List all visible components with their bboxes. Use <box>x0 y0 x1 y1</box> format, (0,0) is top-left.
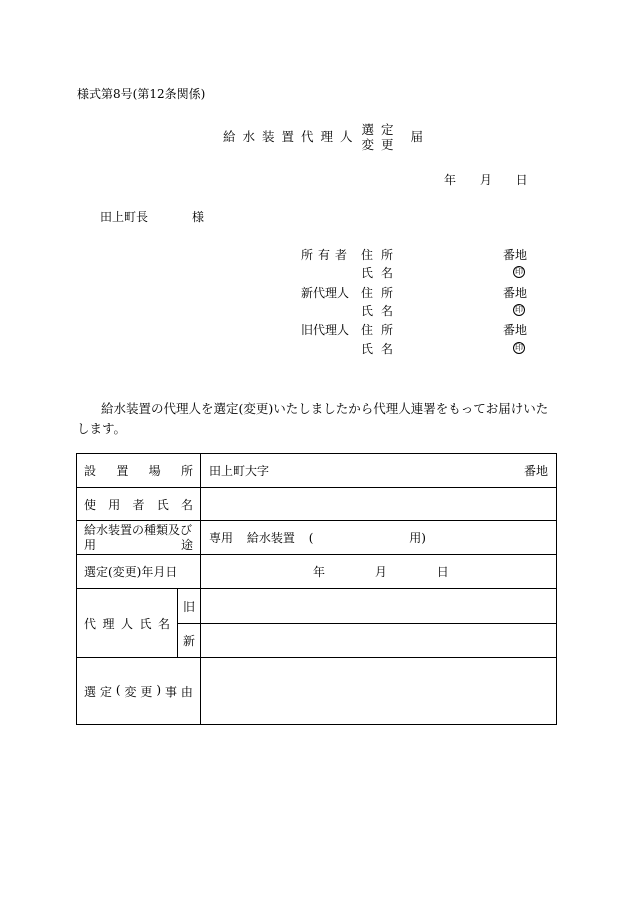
old-agent-banchi: 番地 <box>503 323 528 337</box>
owner-label: 所有者 <box>301 248 353 262</box>
table-row <box>77 555 557 589</box>
type-value-exclusive: 専用 <box>209 531 234 545</box>
location-label: 設 置 場 所 <box>84 464 193 478</box>
location-value: 田上町大字 <box>209 464 270 478</box>
new-agent-banchi: 番地 <box>503 286 528 300</box>
location-label-cell <box>77 454 201 488</box>
date-value-cell[interactable] <box>201 555 557 589</box>
agent-old-value-cell[interactable] <box>201 589 557 624</box>
type-label-line-2: 用 途 <box>84 537 193 552</box>
owner-address-label: 住所 <box>361 248 402 262</box>
date-month: 月 <box>374 565 387 579</box>
location-suffix: 番地 <box>523 464 548 478</box>
addressee-honorific: 様 <box>192 210 205 224</box>
user-label: 使 用 者 氏 名 <box>84 497 193 512</box>
title-main: 給水装置代理人 <box>223 128 360 144</box>
table-row <box>77 658 557 725</box>
agent-label: 代 理 人 氏 名 <box>84 616 170 631</box>
user-label-cell <box>77 488 201 521</box>
table-row <box>77 488 557 521</box>
submission-date: 年 月 日 <box>444 173 528 187</box>
table-row <box>77 589 557 624</box>
agent-label-cell <box>77 589 178 658</box>
addressee-name: 田上町長 <box>100 210 149 224</box>
form-number: 様式第8号(第12条関係) <box>77 87 206 101</box>
reason-value-cell[interactable] <box>201 658 557 725</box>
new-agent-address-label: 住所 <box>361 286 402 300</box>
owner-banchi: 番地 <box>503 248 528 262</box>
agent-old-label: 旧 <box>178 589 201 624</box>
addressee <box>100 211 204 223</box>
new-agent-name-label: 氏名 <box>361 304 402 318</box>
agent-new-label: 新 <box>178 624 201 658</box>
title-option-stack <box>362 122 401 152</box>
date-label-cell <box>77 555 201 589</box>
location-value-cell[interactable] <box>201 454 557 488</box>
agent-new-value-cell[interactable] <box>201 624 557 658</box>
type-value-cell[interactable] <box>201 521 557 555</box>
type-value-device: 給水装置 <box>246 531 295 545</box>
date-day: 日 <box>436 565 449 579</box>
body-text: 給水装置の代理人を選定(変更)いたしましたから代理人連署をもってお届けいたします。 <box>77 401 549 436</box>
reason-label-cell <box>77 658 201 725</box>
old-agent-address-label: 住所 <box>361 323 402 337</box>
owner-seal-icon: 印 <box>515 267 523 276</box>
old-agent-label: 旧代理人 <box>301 323 350 337</box>
owner-name-label: 氏名 <box>361 266 402 280</box>
form-title <box>223 122 423 152</box>
reason-label: 選 定 ( 変 更 ) 事 由 <box>84 682 193 699</box>
title-suffix: 届 <box>410 128 424 144</box>
new-agent-label: 新代理人 <box>301 286 350 300</box>
title-option-select: 選定 <box>361 122 401 137</box>
table-row <box>77 521 557 555</box>
details-table <box>76 453 557 725</box>
old-agent-name-label: 氏名 <box>361 342 402 356</box>
type-paren-close: 用) <box>409 531 426 545</box>
new-agent-seal-icon: 印 <box>515 305 523 314</box>
table-row <box>77 454 557 488</box>
type-label-line-1: 給水装置の種類及び <box>84 522 193 537</box>
type-paren-open: ( <box>308 531 314 545</box>
title-option-change: 変更 <box>361 137 401 152</box>
type-label-cell <box>77 521 201 555</box>
old-agent-seal-icon: 印 <box>515 343 523 352</box>
date-year: 年 <box>313 565 326 579</box>
date-label: 選定(変更)年月日 <box>84 565 178 579</box>
user-value-cell[interactable] <box>201 488 557 521</box>
